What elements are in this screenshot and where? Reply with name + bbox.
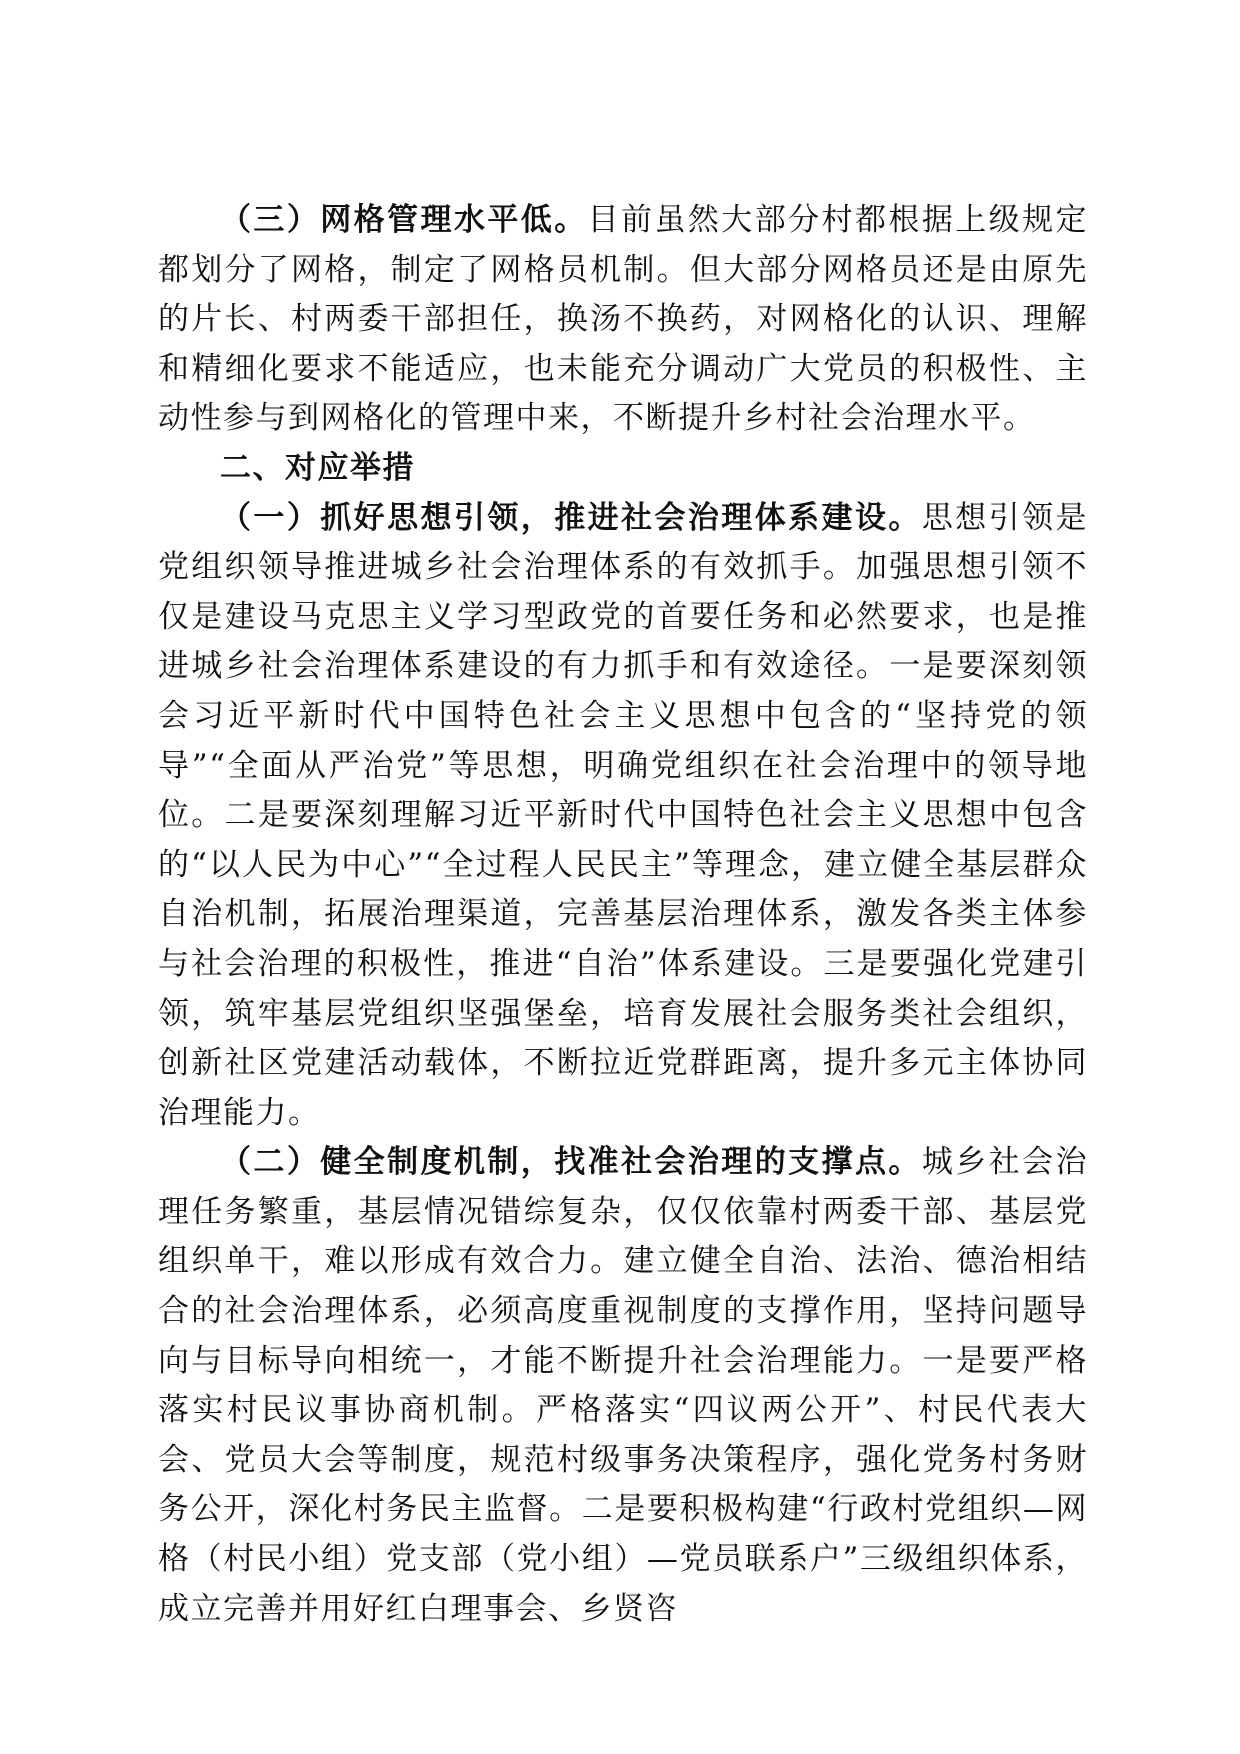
section-3-lead: （三）网格管理水平低。 bbox=[220, 202, 588, 238]
paragraph-measure-2 bbox=[158, 1138, 1088, 1634]
measure-1-lead: （一）抓好思想引领，推进社会治理体系建设。 bbox=[220, 499, 922, 536]
measure-2-body: 城乡社会治理任务繁重，基层情况错综复杂，仅仅依靠村两委干部、基层党组织单干，难以形成有效合力。建立健全自治、法治、德治相结合的社会治理体系，必须高度重视制度的支撑作用，坚持问题导向与目标导向相统一，才能不断提升社会治理能力。一是要严格落实村民议事协商机制。严格落实“四议两公开”、村民代表大会、党员大会等制度，规范村级事务决策程序，强化党务村务财务公开，深化村务民主监督。二是要积极构建“行政村党组织—网格（村民小组）党支部（党小组）—党员联系户”三级组织体系，成立完善并用好红白理事会、乡贤咨 bbox=[158, 1144, 1089, 1627]
measure-2-lead: （二）健全制度机制，找准社会治理的支撑点。 bbox=[220, 1144, 922, 1181]
document-body bbox=[158, 196, 1088, 1634]
measure-1-body: 思想引领是党组织领导推进城乡社会治理体系的有效抓手。加强思想引领不仅是建设马克思主义学习型政党的首要任务和必然要求，也是推进城乡社会治理体系建设的有力抓手和有效途径。一是要深刻领会习近平新时代中国特色社会主义思想中包含的“坚持党的领导”“全面从严治党”等思想，明确党组织在社会治理中的领导地位。二是要深刻理解习近平新时代中国特色社会主义思想中包含的“以人民为中心”“全过程人民民主”等理念，建立健全基层群众自治机制，拓展治理渠道，完善基层治理体系，激发各类主体参与社会治理的积极性，推进“自治”体系建设。三是要强化党建引领，筑牢基层党组织坚强堡垒，培育发展社会服务类社会组织，创新社区党建活动载体，不断拉近党群距离，提升多元主体协同治理能力。 bbox=[158, 499, 1089, 1131]
paragraph-section-3 bbox=[158, 196, 1088, 444]
heading-measures: 二、对应举措 bbox=[220, 449, 415, 486]
section-3-body: 目前虽然大部分村都根据上级规定都划分了网格，制定了网格员机制。但大部分网格员还是由原先的片长、村两委干部担任，换汤不换药，对网格化的认识、理解和精细化要求不能适应，也未能充分调动广大党员的积极性、主动性参与到网格化的管理中来，不断提升乡村社会治理水平。 bbox=[158, 202, 1089, 437]
paragraph-measure-1 bbox=[158, 494, 1088, 1139]
